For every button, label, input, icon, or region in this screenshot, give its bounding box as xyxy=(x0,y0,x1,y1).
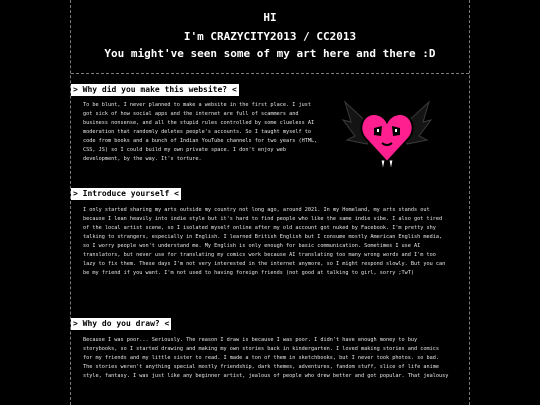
page-header xyxy=(71,0,469,74)
section-title-introduce: > Introduce yourself < xyxy=(73,189,179,198)
section-title-why-draw: > Why do you draw? < xyxy=(73,319,170,328)
main-content-column xyxy=(70,0,470,405)
winged-heart-bat-icon xyxy=(341,92,433,176)
section-body-introduce: I only started sharing my arts outside my country not long ago, around 2021. In my Homeland, my arts stands out because I lean heavily into indie style but it's hard to find people who like the same indie vibe. I also got tired of the local artist scene, so I isolated myself online after my old account got nuked by Facebook. I'm pretty shy talking to strangers, especially in English. I learned British English but I consume mostly American English media, so I worry people won't understand me. My English is only enough for basic communication. Sometimes I use AI translators, but never use for translating my comics work because AI translating too many wrong words and I'm too lazy to fix them. These days I'm not very interested in the internet anymore, so I might respond slowly. But you can be my friend if you want. I'm not used to having foreign friends (not good at talking to girl, sorry ;TwT) xyxy=(83,207,446,276)
header-subtitle: You might've seen some of my art here and there :D xyxy=(104,47,436,60)
header-name: I'm CRAZYCITY2013 / CC2013 xyxy=(183,30,357,43)
section-body-why-draw: Because I was poor... Seriously. The reason I draw is because I was poor. I didn't have enough money to buy storybooks, so I started drawing and making my own stories back in kindergarten. I loved making stories and comics for my friends and my little sister to read. I made a ton of them in sketchbooks, but I never took photos. so bad. The stories weren't anything special mostly friendship, dark themes, adventures, fandom stuff, slice of life anime style, fantasy. I was just like any beginner artist, jealous of people who drew better and got popular. That jealousy xyxy=(83,337,449,379)
section-title-why-website: > Why did you make this website? < xyxy=(73,85,237,94)
section-body-why-website: To be blunt, I never planned to make a website in the first place. I just got sick of how social apps and the internet are full of scammers and business nonsense, and all the stupid rules controlled by some clueless AI moderation that randomly deletes people's accounts. So I taught myself to code from books and a bunch of Indian YouTube channels for two years (HTML, CSS, JS) so I could build my own private space. I don't enjoy web development, by the way. It's torture. xyxy=(83,102,318,162)
header-greeting: HI xyxy=(263,11,277,24)
